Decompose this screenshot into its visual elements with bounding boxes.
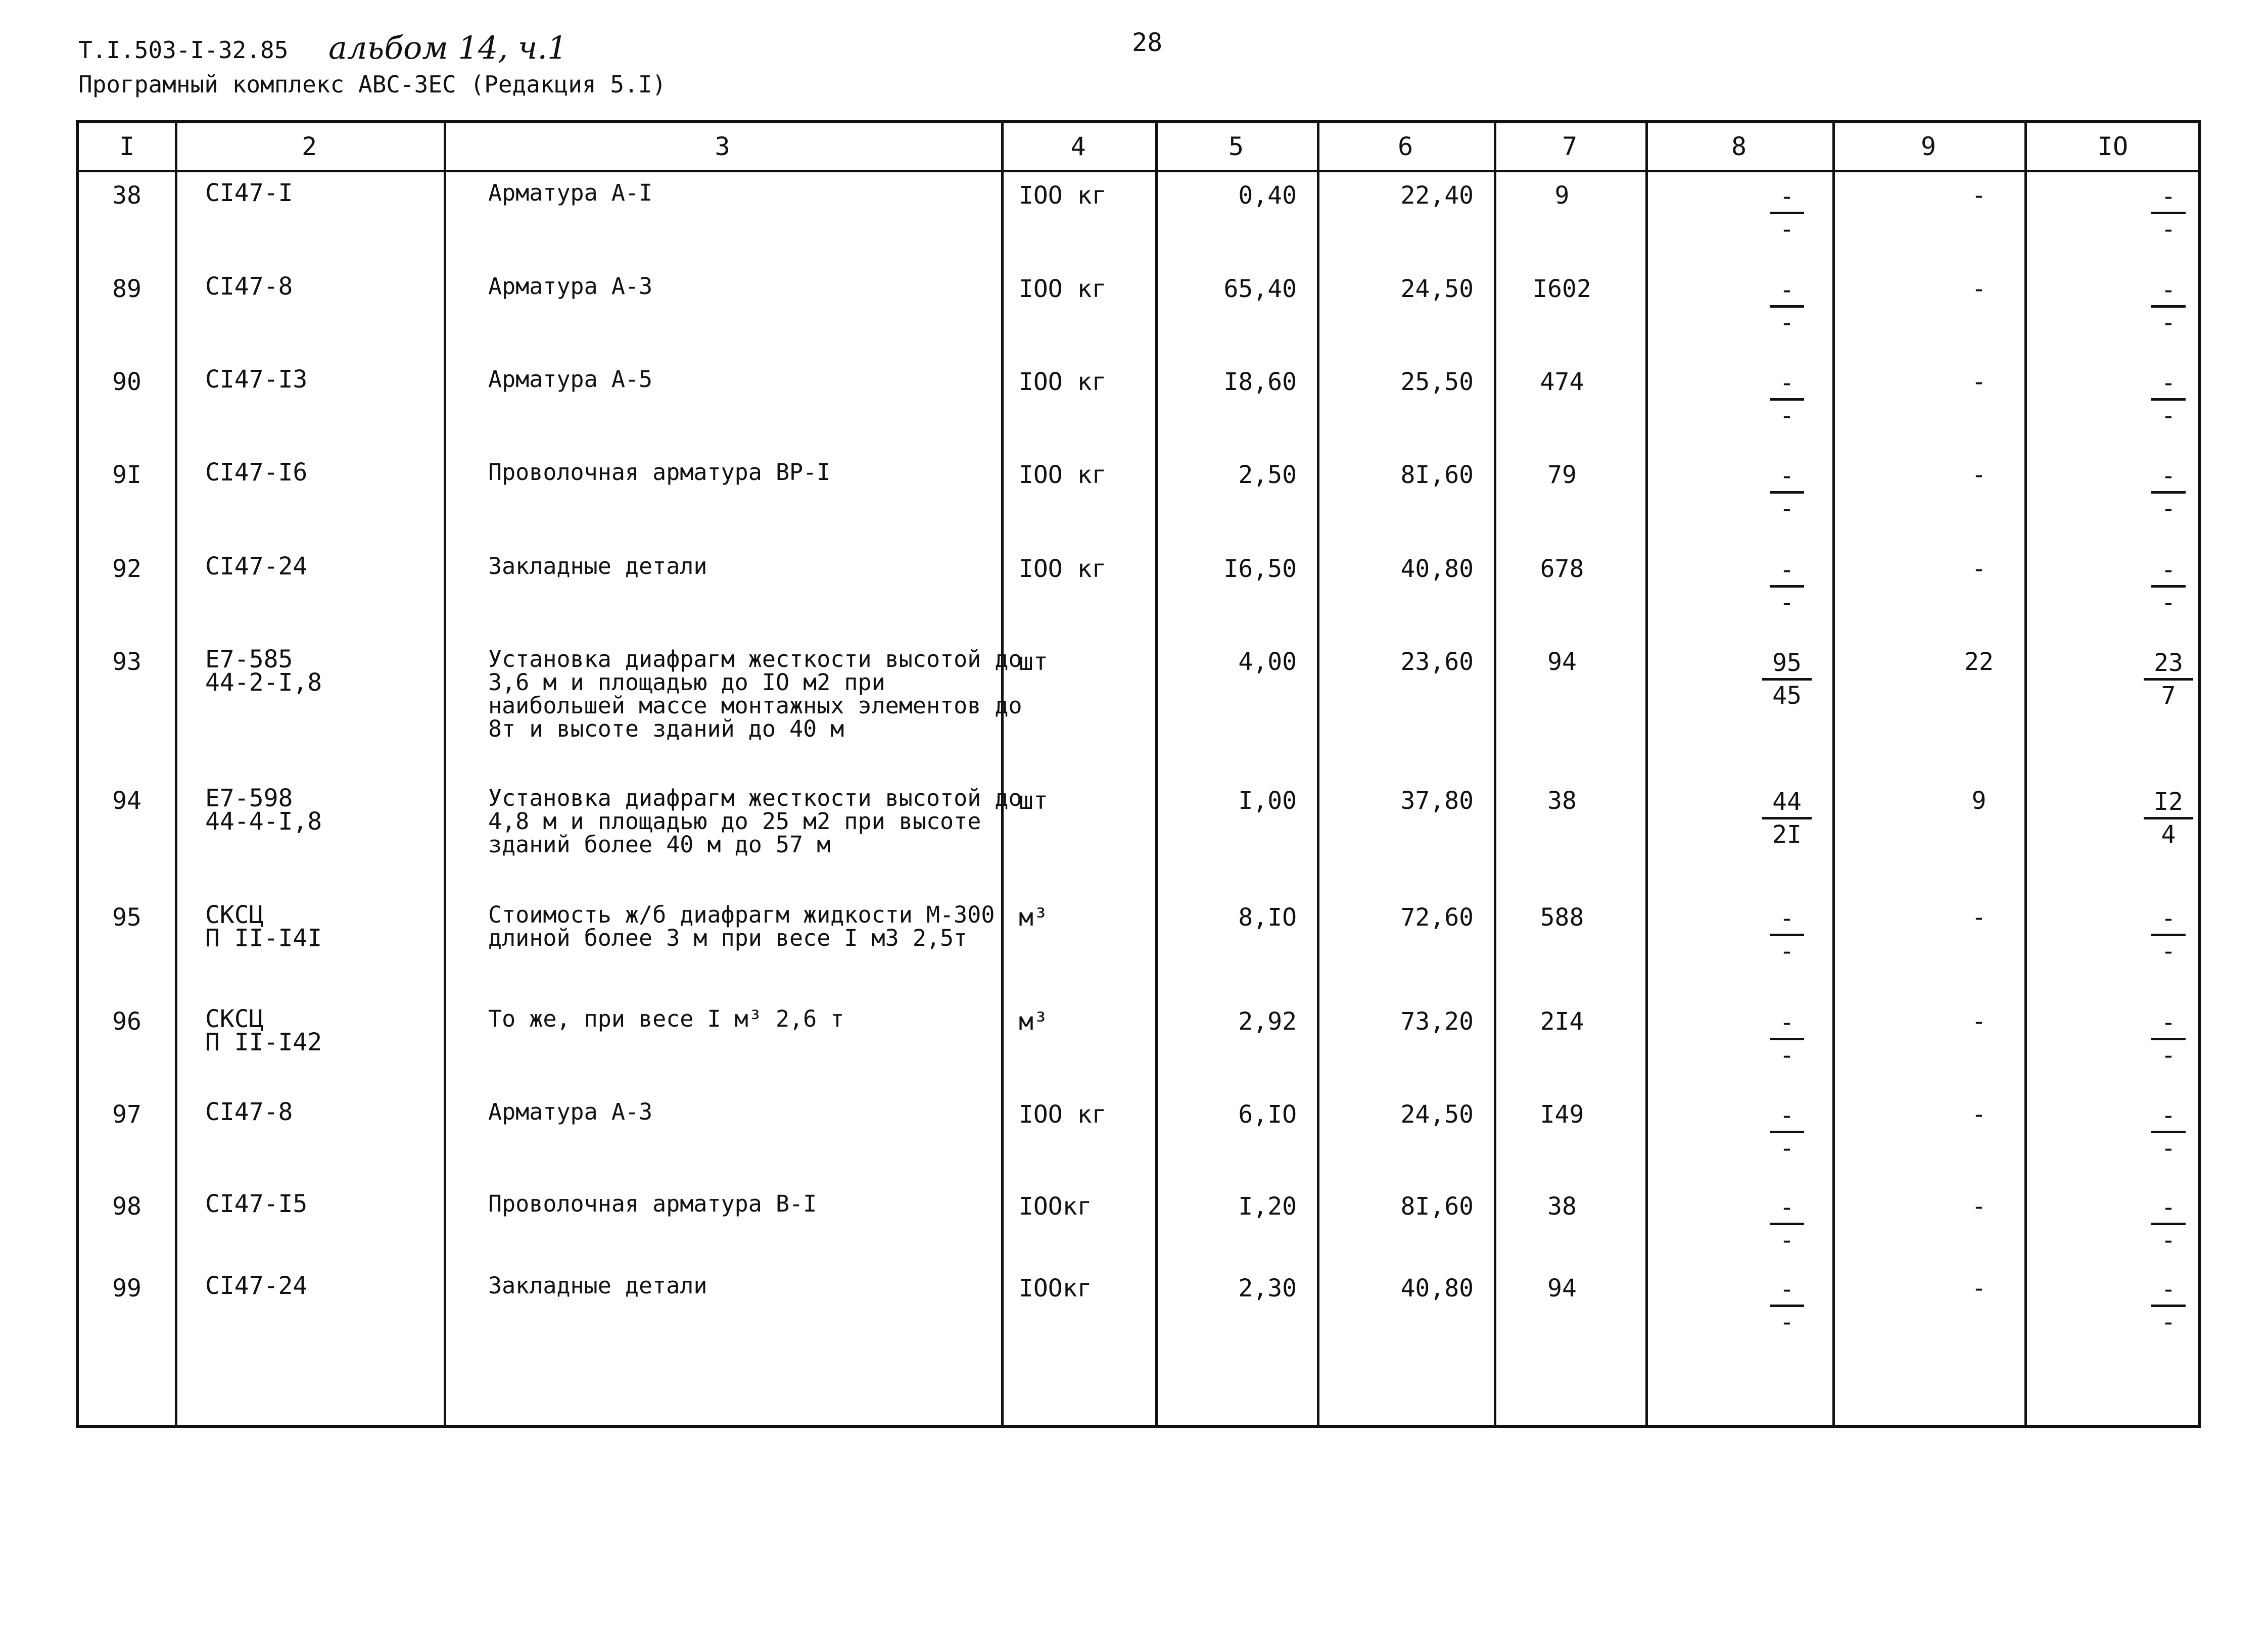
col8-fraction-denominator: - xyxy=(1770,1305,1805,1337)
rate-code-line: CI47-I3 xyxy=(205,365,308,394)
col8-fraction-denominator: - xyxy=(1770,305,1805,338)
col10-fraction xyxy=(2075,787,2262,850)
col8-fraction-numerator: - xyxy=(1779,462,1794,490)
total-cost: 2I4 xyxy=(1540,1007,1584,1036)
work-description: Арматура А-I xyxy=(488,179,653,206)
row-number: 93 xyxy=(112,648,141,676)
col8-fraction-numerator: - xyxy=(1779,182,1794,211)
rate-code-line: Е7-585 xyxy=(205,645,293,673)
column-divider xyxy=(1155,123,1158,1425)
total-cost: 474 xyxy=(1540,368,1584,396)
col9-value: - xyxy=(1971,555,1987,583)
quantity: 65,40 xyxy=(1223,275,1297,303)
col10-fraction xyxy=(2075,1007,2262,1071)
col8-fraction-numerator: - xyxy=(1779,1101,1794,1130)
col10-fraction xyxy=(2075,648,2262,711)
column-header: I xyxy=(119,132,135,161)
col8-fraction-denominator: 45 xyxy=(1762,678,1812,711)
col8-fraction xyxy=(1691,555,1883,618)
col8-fraction-numerator: - xyxy=(1779,1008,1794,1037)
column-divider xyxy=(175,123,177,1425)
col10-fraction-denominator: - xyxy=(2151,305,2186,338)
total-cost: 38 xyxy=(1547,787,1577,815)
column-header: 9 xyxy=(1920,132,1936,161)
column-divider xyxy=(1317,123,1319,1425)
col10-fraction-numerator: - xyxy=(2161,276,2176,304)
unit: IOO кг xyxy=(1019,1100,1107,1129)
handwritten-album-note: альбом 14, ч.1 xyxy=(328,29,568,66)
col10-fraction xyxy=(2075,275,2262,338)
col10-fraction xyxy=(2075,1100,2262,1164)
col10-fraction-numerator: I2 xyxy=(2154,788,2183,816)
col10-fraction-denominator: - xyxy=(2151,1305,2186,1337)
row-number: 90 xyxy=(112,368,141,396)
col9-value: - xyxy=(1971,1100,1987,1129)
unit: шт xyxy=(1019,648,1048,676)
unit: м³ xyxy=(1019,903,1048,932)
rate-code xyxy=(205,784,322,836)
col10-fraction-numerator: - xyxy=(2161,904,2176,933)
col9-value: - xyxy=(1971,181,1987,210)
column-header: 5 xyxy=(1228,132,1244,161)
rate-code xyxy=(205,272,293,301)
row-number: 99 xyxy=(112,1274,141,1302)
work-description: То же, при весе I м³ 2,6 т xyxy=(488,1005,844,1032)
column-divider xyxy=(1494,123,1496,1425)
col10-fraction-denominator: - xyxy=(2151,1131,2186,1164)
work-description: Проволочная арматура ВР-I xyxy=(488,459,831,486)
column-header: 8 xyxy=(1731,132,1747,161)
unit-price: 72,60 xyxy=(1400,903,1474,932)
unit: шт xyxy=(1019,787,1048,815)
col8-fraction-denominator: - xyxy=(1770,1131,1805,1164)
col10-fraction-denominator: - xyxy=(2151,1038,2186,1071)
col8-fraction-denominator: - xyxy=(1770,1038,1805,1071)
col8-fraction-numerator: - xyxy=(1779,369,1794,397)
col10-fraction-denominator: - xyxy=(2151,934,2186,967)
work-description: Арматура А-З xyxy=(488,273,653,300)
rate-code xyxy=(205,458,308,487)
column-header: З xyxy=(715,132,730,161)
rate-code xyxy=(205,365,308,394)
col8-fraction xyxy=(1691,648,1883,711)
col8-fraction xyxy=(1691,1007,1883,1071)
quantity: 4,00 xyxy=(1238,648,1297,676)
row-number: 96 xyxy=(112,1007,141,1036)
column-divider xyxy=(1645,123,1648,1425)
unit-price: 25,50 xyxy=(1400,368,1474,396)
total-cost: 678 xyxy=(1540,555,1584,583)
col8-fraction-numerator: - xyxy=(1779,1275,1794,1304)
col10-fraction-numerator: 23 xyxy=(2154,649,2183,677)
total-cost: 94 xyxy=(1547,648,1577,676)
total-cost: I49 xyxy=(1540,1100,1584,1129)
quantity: 2,30 xyxy=(1238,1274,1297,1302)
rate-code xyxy=(205,903,322,950)
col10-fraction-denominator: 4 xyxy=(2144,817,2193,850)
unit-price: 23,60 xyxy=(1400,648,1474,676)
unit: IOO кг xyxy=(1019,461,1107,489)
col8-fraction-numerator: - xyxy=(1779,904,1794,933)
unit-price: 40,80 xyxy=(1400,1274,1474,1302)
col8-fraction-denominator: - xyxy=(1770,934,1805,967)
col10-fraction xyxy=(2075,555,2262,618)
col9-value: - xyxy=(1971,275,1987,303)
row-number: 94 xyxy=(112,787,141,815)
unit-price: 8I,60 xyxy=(1400,1192,1474,1221)
quantity: 0,40 xyxy=(1238,181,1297,210)
program-title: Програмный комплекс АВС-ЗЕС (Редакция 5.I) xyxy=(78,71,667,98)
rate-code-line: CI47-I6 xyxy=(205,458,308,487)
col10-fraction-numerator: - xyxy=(2161,182,2176,211)
col10-fraction xyxy=(2075,368,2262,431)
col10-fraction-denominator: 7 xyxy=(2144,678,2193,711)
col9-value: - xyxy=(1971,368,1987,396)
rate-code-line: CI47-8 xyxy=(205,272,293,301)
col8-fraction-denominator: - xyxy=(1770,491,1805,524)
col8-fraction xyxy=(1691,903,1883,967)
col10-fraction-numerator: - xyxy=(2161,1008,2176,1037)
col8-fraction-denominator: - xyxy=(1770,585,1805,618)
col8-fraction-denominator: 2I xyxy=(1762,817,1812,850)
row-number: 98 xyxy=(112,1192,141,1221)
col10-fraction-numerator: - xyxy=(2161,556,2176,584)
rate-code xyxy=(205,181,293,205)
col10-fraction xyxy=(2075,181,2262,245)
rate-code-line: П II-I4I xyxy=(205,924,322,952)
unit-price: 73,20 xyxy=(1400,1007,1474,1036)
rate-code-line: СКСЦ xyxy=(205,1005,264,1033)
col8-fraction xyxy=(1691,181,1883,245)
unit-price: 40,80 xyxy=(1400,555,1474,583)
col8-fraction xyxy=(1691,1274,1883,1337)
col8-fraction xyxy=(1691,461,1883,524)
rate-code-line: CI47-24 xyxy=(205,1272,308,1300)
quantity: I6,50 xyxy=(1223,555,1297,583)
col10-fraction xyxy=(2075,903,2262,967)
unit-price: 37,80 xyxy=(1400,787,1474,815)
col10-fraction xyxy=(2075,1192,2262,1256)
total-cost: 588 xyxy=(1540,903,1584,932)
row-number: 38 xyxy=(112,181,141,210)
total-cost: 79 xyxy=(1547,461,1577,489)
rate-code xyxy=(205,645,322,697)
col10-fraction-numerator: - xyxy=(2161,462,2176,490)
work-description: Арматура А-5 xyxy=(488,366,653,393)
unit: IOO кг xyxy=(1019,275,1107,303)
work-description: Проволочная арматура В-I xyxy=(488,1190,817,1217)
col10-fraction-numerator: - xyxy=(2161,1101,2176,1130)
col8-fraction-numerator: 95 xyxy=(1772,649,1802,677)
column-header: 4 xyxy=(1070,132,1086,161)
rate-code-line: CI47-24 xyxy=(205,552,308,581)
row-number: 89 xyxy=(112,275,141,303)
page-number: 28 xyxy=(1132,28,1163,57)
column-header: 7 xyxy=(1562,132,1578,161)
column-divider xyxy=(1001,123,1004,1425)
col10-fraction-numerator: - xyxy=(2161,369,2176,397)
work-description: Стоимость ж/б диафрагм жидкости М-300 длиной более 3 м при весе I м3 2,5т xyxy=(488,901,995,951)
quantity: 2,92 xyxy=(1238,1007,1297,1036)
work-description: Установка диафрагм жесткости высотой до 3,6 м и площадью до IO м2 при наибольшей массе монтажных элементов до 8т и высоте зданий до 40 м xyxy=(488,646,1022,742)
column-header: 6 xyxy=(1397,132,1413,161)
quantity: 2,50 xyxy=(1238,461,1297,489)
col8-fraction xyxy=(1691,1192,1883,1256)
unit-price: 24,50 xyxy=(1400,275,1474,303)
rate-code-line: 44-4-I,8 xyxy=(205,807,322,836)
rate-code-line: СКСЦ xyxy=(205,901,264,929)
col8-fraction-denominator: - xyxy=(1770,212,1805,245)
quantity: 6,IO xyxy=(1238,1100,1297,1129)
rate-code-line: CI47-I5 xyxy=(205,1190,308,1218)
col10-fraction-denominator: - xyxy=(2151,212,2186,245)
row-number: 9I xyxy=(112,461,141,489)
rate-code-line: Е7-598 xyxy=(205,784,293,812)
row-number: 92 xyxy=(112,555,141,583)
rate-code xyxy=(205,1272,308,1300)
col9-value: - xyxy=(1971,461,1987,489)
total-cost: 9 xyxy=(1554,181,1570,210)
estimate-table xyxy=(76,120,2201,1428)
unit: IOO кг xyxy=(1019,181,1107,210)
document-code: Т.I.50З-I-32.85 xyxy=(78,36,289,64)
row-number: 97 xyxy=(112,1100,141,1129)
col9-value: - xyxy=(1971,1274,1987,1302)
col10-fraction-denominator: - xyxy=(2151,585,2186,618)
rate-code xyxy=(205,1100,293,1124)
col10-fraction xyxy=(2075,461,2262,524)
unit: IOO кг xyxy=(1019,555,1107,583)
col8-fraction-numerator: - xyxy=(1779,1193,1794,1222)
header-divider xyxy=(79,170,2198,172)
col8-fraction-numerator: - xyxy=(1779,556,1794,584)
col9-value: - xyxy=(1971,1007,1987,1036)
rate-code-line: П II-I42 xyxy=(205,1028,322,1056)
rate-code xyxy=(205,1192,307,1216)
unit-price: 24,50 xyxy=(1400,1100,1474,1129)
total-cost: I602 xyxy=(1533,275,1591,303)
col8-fraction xyxy=(1691,787,1883,850)
col8-fraction xyxy=(1691,275,1883,338)
col10-fraction-numerator: - xyxy=(2161,1275,2176,1304)
col8-fraction-numerator: 44 xyxy=(1772,788,1802,816)
rate-code xyxy=(205,1007,322,1054)
col8-fraction-denominator: - xyxy=(1770,1223,1805,1256)
col8-fraction-numerator: - xyxy=(1779,276,1794,304)
unit-price: 22,40 xyxy=(1400,181,1474,210)
work-description: Закладные детали xyxy=(488,553,707,580)
column-divider xyxy=(444,123,446,1425)
col8-fraction xyxy=(1691,368,1883,431)
column-divider xyxy=(2024,123,2027,1425)
col10-fraction-numerator: - xyxy=(2161,1193,2176,1222)
rate-code-line: CI47-8 xyxy=(205,1098,293,1126)
col9-value: - xyxy=(1971,1192,1987,1221)
quantity: 8,IO xyxy=(1238,903,1297,932)
total-cost: 94 xyxy=(1547,1274,1577,1302)
work-description: Установка диафрагм жесткости высотой до 4,8 м и площадью до 25 м2 при высоте зданий более 40 м до 57 м xyxy=(488,785,1022,858)
column-header: 2 xyxy=(301,132,317,161)
col9-value: 22 xyxy=(1964,648,1994,676)
work-description: Арматура А-3 xyxy=(488,1098,653,1125)
row-number: 95 xyxy=(112,903,141,932)
rate-code-line: 44-2-I,8 xyxy=(205,668,322,697)
rate-code-line: CI47-I xyxy=(205,179,293,207)
col10-fraction-denominator: - xyxy=(2151,398,2186,431)
col9-value: - xyxy=(1971,903,1987,932)
unit-price: 8I,60 xyxy=(1400,461,1474,489)
col10-fraction xyxy=(2075,1274,2262,1337)
col8-fraction xyxy=(1691,1100,1883,1164)
col10-fraction-denominator: - xyxy=(2151,1223,2186,1256)
quantity: I,00 xyxy=(1238,787,1297,815)
quantity: I,20 xyxy=(1238,1192,1297,1221)
unit: IOOкг xyxy=(1019,1274,1092,1302)
unit: IOO кг xyxy=(1019,368,1107,396)
quantity: I8,60 xyxy=(1223,368,1297,396)
total-cost: 38 xyxy=(1547,1192,1577,1221)
unit: IOOкг xyxy=(1019,1192,1092,1221)
col9-value: 9 xyxy=(1971,787,1987,815)
col8-fraction-denominator: - xyxy=(1770,398,1805,431)
column-header: IO xyxy=(2097,132,2129,161)
unit: м³ xyxy=(1019,1007,1048,1036)
col10-fraction-denominator: - xyxy=(2151,491,2186,524)
rate-code xyxy=(205,552,308,581)
work-description: Закладные детали xyxy=(488,1272,707,1299)
